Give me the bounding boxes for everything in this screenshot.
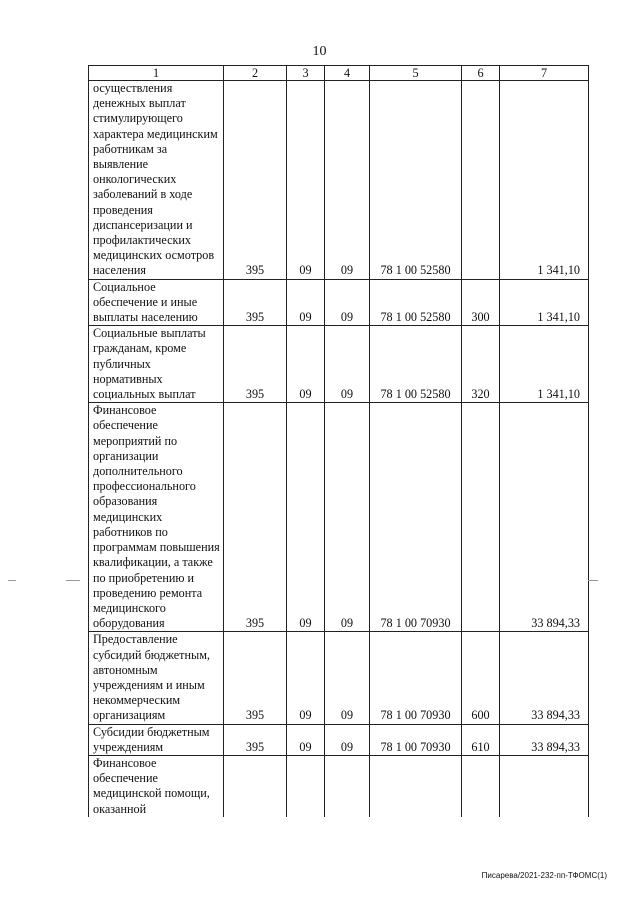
row-expense-type: 610: [462, 724, 500, 755]
row-target-article: 78 1 00 70930: [370, 403, 462, 632]
header-row: [89, 66, 589, 81]
row-expense-type: 300: [462, 279, 500, 326]
row-target-article: 78 1 00 52580: [370, 326, 462, 403]
row-section: 09: [287, 326, 325, 403]
row-amount: [500, 755, 589, 816]
row-subsection: 09: [325, 81, 370, 280]
table-row: [89, 403, 589, 632]
page-number: 10: [312, 44, 327, 59]
row-subsection: 09: [325, 632, 370, 724]
col-header-1: 1: [89, 66, 224, 81]
row-admin-code: [224, 755, 287, 816]
col-header-3: 3: [287, 66, 325, 81]
col-header-5: 5: [370, 66, 462, 81]
row-amount: 33 894,33: [500, 632, 589, 724]
row-section: 09: [287, 724, 325, 755]
row-subsection: 09: [325, 403, 370, 632]
row-target-article: 78 1 00 70930: [370, 724, 462, 755]
row-name: Финансовое обеспечение медицинской помощи, оказанной: [89, 755, 224, 816]
row-name: Предоставление субсидий бюджетным, автономным учреждениям и иным некоммерческим организациям: [89, 632, 224, 724]
row-section: 09: [287, 81, 325, 280]
row-amount: 1 341,10: [500, 279, 589, 326]
row-admin-code: 395: [224, 81, 287, 280]
row-section: 09: [287, 632, 325, 724]
row-expense-type: [462, 755, 500, 816]
document-footer: Писарева/2021-232-пп-ТФОМС(1): [481, 871, 607, 880]
row-amount: 1 341,10: [500, 326, 589, 403]
scan-mark-right: [588, 580, 598, 581]
budget-table: [88, 65, 589, 817]
row-amount: 33 894,33: [500, 403, 589, 632]
col-header-6: 6: [462, 66, 500, 81]
scan-mark-left-inner: [66, 580, 80, 581]
table-row: [89, 632, 589, 724]
row-name: осуществления денежных выплат стимулирующего характера медицинским работникам за выявление онкологических заболеваний в ходе проведения диспансеризации и профилактических медицинских осмотров населения: [89, 81, 224, 280]
row-name: Социальные выплаты гражданам, кроме публичных нормативных социальных выплат: [89, 326, 224, 403]
row-subsection: 09: [325, 279, 370, 326]
row-target-article: 78 1 00 52580: [370, 279, 462, 326]
scan-mark-left: [8, 580, 16, 581]
row-subsection: [325, 755, 370, 816]
col-header-2: 2: [224, 66, 287, 81]
row-section: [287, 755, 325, 816]
row-name: Субсидии бюджетным учреждениям: [89, 724, 224, 755]
row-name: Финансовое обеспечение мероприятий по организации дополнительного профессионального образования медицинских работников по программам повышения квалификации, а также по приобретению и проведению ремонта медицинского оборудования: [89, 403, 224, 632]
row-amount: 33 894,33: [500, 724, 589, 755]
row-admin-code: 395: [224, 326, 287, 403]
row-expense-type: [462, 81, 500, 280]
row-section: 09: [287, 403, 325, 632]
table-row: [89, 724, 589, 755]
table-row: [89, 279, 589, 326]
row-admin-code: 395: [224, 632, 287, 724]
row-target-article: 78 1 00 70930: [370, 632, 462, 724]
row-target-article: [370, 755, 462, 816]
row-expense-type: 320: [462, 326, 500, 403]
col-header-4: 4: [325, 66, 370, 81]
row-name: Социальное обеспечение и иные выплаты населению: [89, 279, 224, 326]
col-header-7: 7: [500, 66, 589, 81]
table-row: [89, 81, 589, 280]
row-expense-type: [462, 403, 500, 632]
row-admin-code: 395: [224, 279, 287, 326]
table-row: [89, 326, 589, 403]
row-admin-code: 395: [224, 403, 287, 632]
table-row: [89, 755, 589, 816]
row-section: 09: [287, 279, 325, 326]
row-admin-code: 395: [224, 724, 287, 755]
row-target-article: 78 1 00 52580: [370, 81, 462, 280]
row-expense-type: 600: [462, 632, 500, 724]
row-subsection: 09: [325, 724, 370, 755]
row-amount: 1 341,10: [500, 81, 589, 280]
row-subsection: 09: [325, 326, 370, 403]
